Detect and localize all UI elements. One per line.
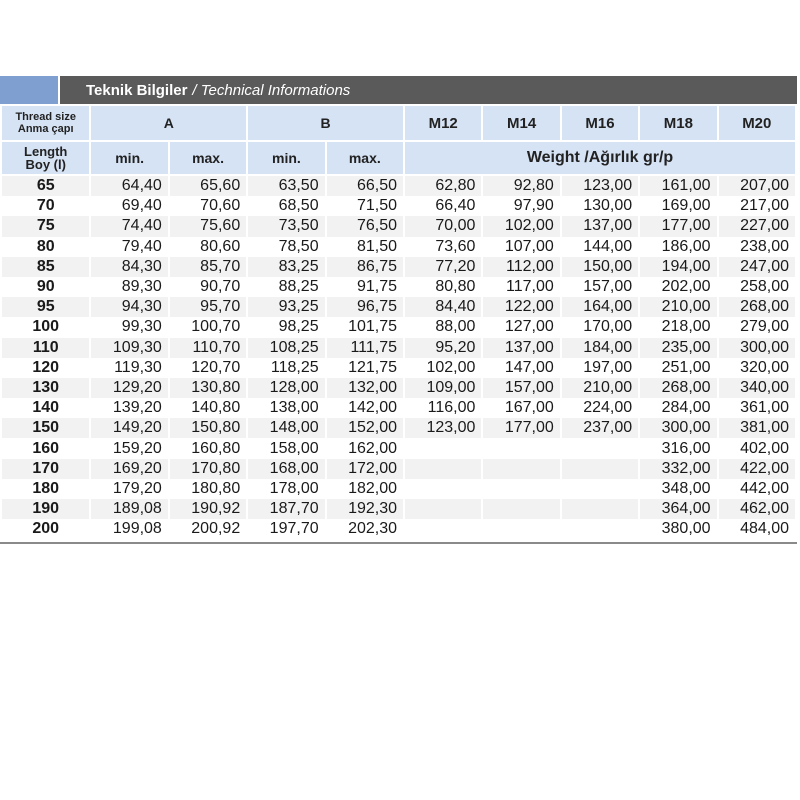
value-cell: 98,25 — [248, 317, 324, 337]
value-cell: 69,40 — [91, 196, 167, 216]
value-cell — [405, 438, 481, 458]
value-cell: 88,25 — [248, 277, 324, 297]
value-cell: 66,40 — [405, 196, 481, 216]
table-row — [2, 196, 795, 216]
value-cell: 70,00 — [405, 216, 481, 236]
table-row — [2, 317, 795, 337]
value-cell: 109,30 — [91, 338, 167, 358]
value-cell: 186,00 — [640, 237, 716, 257]
value-cell: 70,60 — [170, 196, 246, 216]
value-cell: 199,08 — [91, 519, 167, 539]
m12-header: M12 — [405, 106, 481, 142]
value-cell: 79,40 — [91, 237, 167, 257]
value-cell: 99,30 — [91, 317, 167, 337]
value-cell: 238,00 — [719, 237, 795, 257]
value-cell: 84,40 — [405, 297, 481, 317]
value-cell: 284,00 — [640, 398, 716, 418]
value-cell — [483, 459, 559, 479]
value-cell: 170,00 — [562, 317, 638, 337]
b-min-header: min. — [248, 142, 324, 176]
value-cell: 169,20 — [91, 459, 167, 479]
value-cell: 80,60 — [170, 237, 246, 257]
table-row — [2, 297, 795, 317]
table-row — [2, 519, 795, 539]
value-cell: 92,80 — [483, 176, 559, 196]
m20-header: M20 — [719, 106, 795, 142]
value-cell: 97,90 — [483, 196, 559, 216]
length-header — [2, 142, 89, 176]
value-cell: 130,00 — [562, 196, 638, 216]
anma-capi-label: Anma çapı — [17, 123, 74, 135]
value-cell: 73,60 — [405, 237, 481, 257]
table-row — [2, 237, 795, 257]
value-cell: 161,00 — [640, 176, 716, 196]
value-cell: 200,92 — [170, 519, 246, 539]
table-row — [2, 378, 795, 398]
value-cell: 122,00 — [483, 297, 559, 317]
value-cell: 300,00 — [640, 418, 716, 438]
m16-header: M16 — [562, 106, 638, 142]
table-row — [2, 358, 795, 378]
value-cell: 235,00 — [640, 338, 716, 358]
thread-size-label: Thread size — [15, 111, 76, 123]
value-cell: 184,00 — [562, 338, 638, 358]
value-cell: 316,00 — [640, 438, 716, 458]
technical-table — [0, 106, 797, 539]
value-cell: 91,75 — [327, 277, 403, 297]
value-cell: 442,00 — [719, 479, 795, 499]
value-cell — [405, 519, 481, 539]
length-cell: 120 — [2, 358, 89, 378]
length-cell: 80 — [2, 237, 89, 257]
table-row — [2, 257, 795, 277]
value-cell: 210,00 — [562, 378, 638, 398]
value-cell — [562, 519, 638, 539]
value-cell: 93,25 — [248, 297, 324, 317]
table-row — [2, 499, 795, 519]
value-cell: 197,00 — [562, 358, 638, 378]
value-cell: 192,30 — [327, 499, 403, 519]
value-cell: 279,00 — [719, 317, 795, 337]
value-cell: 178,00 — [248, 479, 324, 499]
value-cell: 90,70 — [170, 277, 246, 297]
value-cell: 268,00 — [719, 297, 795, 317]
length-cell: 140 — [2, 398, 89, 418]
value-cell: 179,20 — [91, 479, 167, 499]
value-cell: 147,00 — [483, 358, 559, 378]
table-row — [2, 418, 795, 438]
value-cell: 182,00 — [327, 479, 403, 499]
value-cell — [405, 479, 481, 499]
table-row — [2, 479, 795, 499]
column-b-header: B — [248, 106, 403, 142]
value-cell: 85,70 — [170, 257, 246, 277]
value-cell: 95,20 — [405, 338, 481, 358]
value-cell: 402,00 — [719, 438, 795, 458]
value-cell: 94,30 — [91, 297, 167, 317]
value-cell: 177,00 — [640, 216, 716, 236]
length-cell: 200 — [2, 519, 89, 539]
value-cell: 120,70 — [170, 358, 246, 378]
value-cell: 96,75 — [327, 297, 403, 317]
value-cell — [483, 499, 559, 519]
value-cell: 109,00 — [405, 378, 481, 398]
header-row-1 — [2, 106, 795, 142]
value-cell: 160,80 — [170, 438, 246, 458]
value-cell: 159,20 — [91, 438, 167, 458]
value-cell: 108,25 — [248, 338, 324, 358]
value-cell: 138,00 — [248, 398, 324, 418]
value-cell: 137,00 — [562, 216, 638, 236]
m18-header: M18 — [640, 106, 716, 142]
value-cell: 89,30 — [91, 277, 167, 297]
length-cell: 90 — [2, 277, 89, 297]
value-cell: 247,00 — [719, 257, 795, 277]
length-cell: 85 — [2, 257, 89, 277]
table-row — [2, 338, 795, 358]
length-cell: 180 — [2, 479, 89, 499]
weight-header: Weight /Ağırlık gr/p — [405, 142, 795, 176]
value-cell: 77,20 — [405, 257, 481, 277]
value-cell: 149,20 — [91, 418, 167, 438]
value-cell: 107,00 — [483, 237, 559, 257]
value-cell: 140,80 — [170, 398, 246, 418]
value-cell: 95,70 — [170, 297, 246, 317]
value-cell: 158,00 — [248, 438, 324, 458]
value-cell: 380,00 — [640, 519, 716, 539]
length-cell: 70 — [2, 196, 89, 216]
table-row — [2, 176, 795, 196]
value-cell — [483, 479, 559, 499]
value-cell: 68,50 — [248, 196, 324, 216]
value-cell: 484,00 — [719, 519, 795, 539]
title-bar — [0, 76, 797, 104]
value-cell — [562, 499, 638, 519]
value-cell: 172,00 — [327, 459, 403, 479]
value-cell: 348,00 — [640, 479, 716, 499]
value-cell — [483, 519, 559, 539]
value-cell: 189,08 — [91, 499, 167, 519]
value-cell: 190,92 — [170, 499, 246, 519]
length-cell: 65 — [2, 176, 89, 196]
table-bottom-rule — [0, 542, 797, 544]
value-cell: 177,00 — [483, 418, 559, 438]
title-english: / Technical Informations — [192, 81, 351, 99]
length-cell: 130 — [2, 378, 89, 398]
value-cell: 157,00 — [483, 378, 559, 398]
value-cell: 422,00 — [719, 459, 795, 479]
b-max-header: max. — [327, 142, 403, 176]
table-row — [2, 398, 795, 418]
value-cell: 111,75 — [327, 338, 403, 358]
value-cell: 150,80 — [170, 418, 246, 438]
value-cell: 144,00 — [562, 237, 638, 257]
value-cell: 381,00 — [719, 418, 795, 438]
title-banner — [60, 76, 797, 104]
header-row-2 — [2, 142, 795, 176]
table-row — [2, 438, 795, 458]
table-body — [2, 176, 795, 539]
value-cell: 162,00 — [327, 438, 403, 458]
value-cell: 187,70 — [248, 499, 324, 519]
value-cell: 112,00 — [483, 257, 559, 277]
value-cell: 88,00 — [405, 317, 481, 337]
value-cell: 218,00 — [640, 317, 716, 337]
value-cell: 150,00 — [562, 257, 638, 277]
value-cell: 168,00 — [248, 459, 324, 479]
a-max-header: max. — [170, 142, 246, 176]
table-row — [2, 216, 795, 236]
value-cell: 123,00 — [562, 176, 638, 196]
value-cell: 117,00 — [483, 277, 559, 297]
length-cell: 100 — [2, 317, 89, 337]
value-cell: 132,00 — [327, 378, 403, 398]
value-cell: 118,25 — [248, 358, 324, 378]
value-cell: 128,00 — [248, 378, 324, 398]
value-cell: 169,00 — [640, 196, 716, 216]
value-cell: 300,00 — [719, 338, 795, 358]
value-cell: 71,50 — [327, 196, 403, 216]
value-cell: 237,00 — [562, 418, 638, 438]
value-cell: 320,00 — [719, 358, 795, 378]
value-cell: 123,00 — [405, 418, 481, 438]
length-label: Length — [24, 144, 68, 159]
value-cell: 139,20 — [91, 398, 167, 418]
value-cell: 75,60 — [170, 216, 246, 236]
a-min-header: min. — [91, 142, 167, 176]
value-cell: 74,40 — [91, 216, 167, 236]
value-cell: 63,50 — [248, 176, 324, 196]
value-cell: 251,00 — [640, 358, 716, 378]
value-cell: 202,00 — [640, 277, 716, 297]
value-cell: 164,00 — [562, 297, 638, 317]
title-turkish: Teknik Bilgiler — [86, 81, 188, 99]
value-cell: 81,50 — [327, 237, 403, 257]
value-cell: 152,00 — [327, 418, 403, 438]
boy-label: Boy (l) — [25, 157, 66, 172]
value-cell: 361,00 — [719, 398, 795, 418]
value-cell: 462,00 — [719, 499, 795, 519]
value-cell: 227,00 — [719, 216, 795, 236]
value-cell: 80,80 — [405, 277, 481, 297]
value-cell: 194,00 — [640, 257, 716, 277]
value-cell: 202,30 — [327, 519, 403, 539]
value-cell: 142,00 — [327, 398, 403, 418]
table-row — [2, 459, 795, 479]
value-cell: 65,60 — [170, 176, 246, 196]
value-cell — [562, 438, 638, 458]
length-cell: 95 — [2, 297, 89, 317]
column-a-header: A — [91, 106, 246, 142]
value-cell: 100,70 — [170, 317, 246, 337]
length-cell: 160 — [2, 438, 89, 458]
value-cell: 332,00 — [640, 459, 716, 479]
m14-header: M14 — [483, 106, 559, 142]
value-cell: 102,00 — [483, 216, 559, 236]
value-cell: 73,50 — [248, 216, 324, 236]
value-cell: 116,00 — [405, 398, 481, 418]
value-cell: 102,00 — [405, 358, 481, 378]
value-cell: 121,75 — [327, 358, 403, 378]
title-accent-block — [0, 76, 58, 104]
value-cell: 110,70 — [170, 338, 246, 358]
value-cell: 76,50 — [327, 216, 403, 236]
length-cell: 190 — [2, 499, 89, 519]
length-cell: 150 — [2, 418, 89, 438]
value-cell: 64,40 — [91, 176, 167, 196]
value-cell — [562, 479, 638, 499]
value-cell: 62,80 — [405, 176, 481, 196]
length-cell: 170 — [2, 459, 89, 479]
value-cell: 86,75 — [327, 257, 403, 277]
value-cell: 148,00 — [248, 418, 324, 438]
value-cell: 340,00 — [719, 378, 795, 398]
value-cell — [483, 438, 559, 458]
value-cell: 170,80 — [170, 459, 246, 479]
value-cell: 130,80 — [170, 378, 246, 398]
value-cell: 78,50 — [248, 237, 324, 257]
value-cell: 66,50 — [327, 176, 403, 196]
length-cell: 110 — [2, 338, 89, 358]
table-row — [2, 277, 795, 297]
value-cell: 197,70 — [248, 519, 324, 539]
value-cell: 364,00 — [640, 499, 716, 519]
value-cell: 83,25 — [248, 257, 324, 277]
value-cell: 137,00 — [483, 338, 559, 358]
value-cell: 207,00 — [719, 176, 795, 196]
value-cell: 210,00 — [640, 297, 716, 317]
value-cell — [562, 459, 638, 479]
value-cell: 258,00 — [719, 277, 795, 297]
value-cell: 180,80 — [170, 479, 246, 499]
value-cell: 101,75 — [327, 317, 403, 337]
length-cell: 75 — [2, 216, 89, 236]
value-cell: 129,20 — [91, 378, 167, 398]
value-cell: 84,30 — [91, 257, 167, 277]
value-cell: 127,00 — [483, 317, 559, 337]
value-cell — [405, 499, 481, 519]
value-cell: 268,00 — [640, 378, 716, 398]
value-cell: 119,30 — [91, 358, 167, 378]
value-cell: 224,00 — [562, 398, 638, 418]
thread-size-header — [2, 106, 89, 142]
value-cell — [405, 459, 481, 479]
value-cell: 157,00 — [562, 277, 638, 297]
value-cell: 217,00 — [719, 196, 795, 216]
value-cell: 167,00 — [483, 398, 559, 418]
